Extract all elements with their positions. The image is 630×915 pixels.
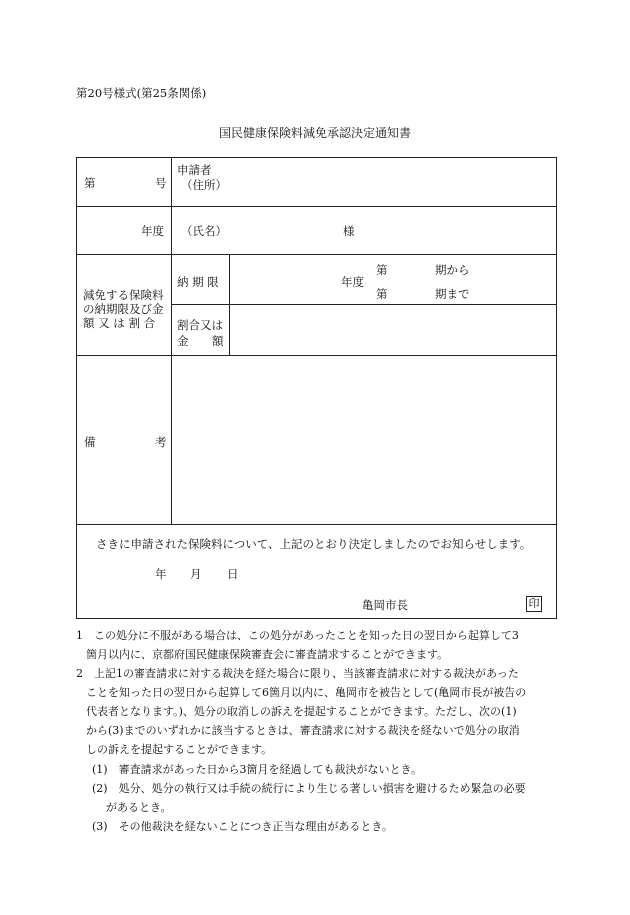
- remarks-label-right: 考: [155, 435, 167, 449]
- column-divider: [229, 254, 230, 356]
- note-2-line-3: 代表者となります。)、処分の取消しの訴えを提起することができます。ただし、次の(1): [86, 705, 517, 718]
- note-item-2-line-2: があるとき。: [106, 801, 172, 814]
- form-number: 第20号様式(第25条関係): [76, 86, 207, 100]
- period-to-prefix: 第: [376, 287, 388, 301]
- number-label-right: 号: [155, 176, 167, 190]
- exemption-label-line1: 減免する保険料: [83, 288, 164, 302]
- table-border-right: [556, 157, 557, 619]
- exemption-label-line3: 額 又 は 割 合: [83, 316, 156, 330]
- date-month: 月: [190, 567, 202, 581]
- row-divider: [76, 355, 557, 356]
- date-day: 日: [227, 567, 239, 581]
- note-2-line-5: しの訴えを提起することができます。: [86, 743, 273, 756]
- note-item-1: (1) 審査請求があった日から3箇月を経過しても裁決がないとき。: [92, 763, 423, 776]
- note-item-3: (3) その他裁決を経ないことにつき正当な理由があるとき。: [92, 820, 393, 833]
- document-title: 国民健康保険料減免承認決定通知書: [218, 126, 411, 140]
- note-2-line-4: から(3)までのいずれかに該当するときは、審査請求に対する裁決を経ないで処分の取消: [86, 724, 520, 737]
- row-divider: [76, 254, 557, 255]
- table-border-left: [76, 157, 77, 619]
- fiscal-year-label: 年度: [141, 224, 164, 238]
- exemption-label-line2: の納期限及び金: [83, 302, 164, 316]
- remarks-label-left: 備: [84, 435, 96, 449]
- deadline-year: 年度: [341, 275, 364, 289]
- issuer: 亀岡市長: [362, 598, 408, 612]
- note-1-line-2: 箇月以内に、京都府国民健康保険審査会に審査請求することができます。: [86, 648, 449, 661]
- applicant-label: 申請者: [177, 163, 212, 177]
- note-2-line-2: ことを知った日の翌日から起算して6箇月以内に、亀岡市を被告として(亀岡市長が被告の: [86, 686, 527, 699]
- ratio-label-line1: 割合又は: [177, 318, 223, 332]
- ratio-label-line2-b: 額: [212, 334, 224, 348]
- honorific: 様: [343, 224, 355, 238]
- date-year: 年: [155, 567, 167, 581]
- note-1-line-1: 1 この処分に不服がある場合は、この処分があったことを知った日の翌日から起算して3: [76, 629, 519, 642]
- deadline-label: 納 期 限: [177, 275, 219, 289]
- row-divider: [76, 206, 557, 207]
- period-from-prefix: 第: [376, 263, 388, 277]
- row-divider: [76, 524, 557, 525]
- number-label-left: 第: [84, 176, 96, 190]
- note-2-line-1: 2 上記1の審査請求に対する裁決を経た場合に限り、当該審査請求に対する裁決があった: [76, 667, 519, 680]
- address-label: （住所）: [181, 178, 227, 192]
- period-from-suffix: 期から: [435, 263, 470, 277]
- table-border-top: [76, 157, 557, 158]
- note-item-2-line-1: (2) 処分、処分の執行又は手続の続行により生じる著しい損害を避けるため緊急の必要: [92, 782, 526, 795]
- column-divider: [171, 157, 172, 525]
- table-border-bottom: [76, 618, 557, 619]
- ratio-label-line2-a: 金: [177, 334, 189, 348]
- name-label: （氏名）: [181, 224, 227, 238]
- notice-text: さきに申請された保険料について、上記のとおり決定しましたのでお知らせします。: [96, 537, 532, 551]
- period-to-suffix: 期まで: [435, 287, 470, 301]
- seal-stamp: 印: [526, 596, 542, 612]
